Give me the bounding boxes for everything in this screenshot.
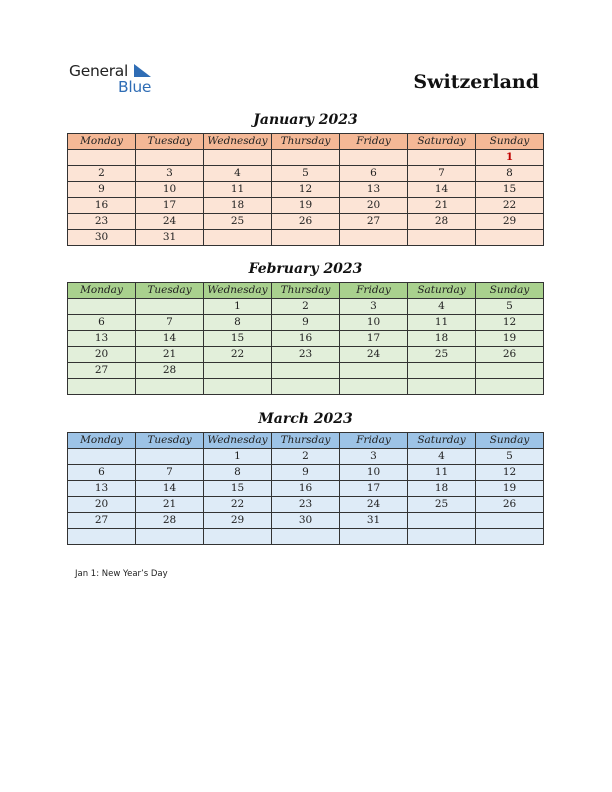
- day-cell: 6: [340, 166, 408, 182]
- day-cell: 27: [340, 214, 408, 230]
- day-cell: 21: [136, 347, 204, 363]
- weekday-header: Monday: [68, 283, 136, 299]
- weekday-header: Monday: [68, 134, 136, 150]
- day-cell: 29: [476, 214, 544, 230]
- day-cell: 10: [340, 315, 408, 331]
- day-cell: 21: [408, 198, 476, 214]
- empty-day-cell: [272, 529, 340, 545]
- day-cell: 6: [68, 315, 136, 331]
- empty-day-cell: [476, 230, 544, 246]
- empty-day-cell: [340, 363, 408, 379]
- day-cell: 23: [68, 214, 136, 230]
- weekday-header-row: [68, 134, 544, 150]
- empty-day-cell: [68, 529, 136, 545]
- empty-day-cell: [204, 363, 272, 379]
- week-row: [68, 198, 544, 214]
- day-cell: 20: [340, 198, 408, 214]
- empty-day-cell: [136, 449, 204, 465]
- day-cell: 10: [340, 465, 408, 481]
- day-cell: 14: [136, 331, 204, 347]
- day-cell: 8: [204, 315, 272, 331]
- empty-day-cell: [408, 150, 476, 166]
- month-title-january: January 2023: [253, 112, 358, 128]
- month-body: [68, 449, 544, 545]
- weekday-header: Sunday: [476, 433, 544, 449]
- day-cell: 11: [408, 315, 476, 331]
- day-cell: 26: [476, 497, 544, 513]
- day-cell: 17: [340, 331, 408, 347]
- day-cell: 3: [340, 299, 408, 315]
- week-row: [68, 449, 544, 465]
- empty-day-cell: [68, 150, 136, 166]
- empty-day-cell: [340, 230, 408, 246]
- day-cell: 27: [68, 513, 136, 529]
- day-cell: 15: [204, 481, 272, 497]
- day-cell: 24: [136, 214, 204, 230]
- week-row: [68, 230, 544, 246]
- week-row: [68, 315, 544, 331]
- day-cell: 28: [136, 363, 204, 379]
- day-cell: 7: [408, 166, 476, 182]
- empty-day-cell: [136, 150, 204, 166]
- day-cell: 14: [408, 182, 476, 198]
- logo-flag-icon: [132, 63, 152, 79]
- day-cell: 18: [408, 481, 476, 497]
- day-cell: 2: [68, 166, 136, 182]
- day-cell: 9: [68, 182, 136, 198]
- empty-day-cell: [476, 513, 544, 529]
- weekday-header: Friday: [340, 433, 408, 449]
- holiday-day-cell: 1: [476, 150, 544, 166]
- weekday-header-row: [68, 433, 544, 449]
- day-cell: 4: [408, 449, 476, 465]
- empty-day-cell: [204, 230, 272, 246]
- week-row: [68, 379, 544, 395]
- day-cell: 16: [68, 198, 136, 214]
- week-row: [68, 497, 544, 513]
- week-row: [68, 529, 544, 545]
- day-cell: 18: [408, 331, 476, 347]
- weekday-header-row: [68, 283, 544, 299]
- day-cell: 15: [204, 331, 272, 347]
- empty-day-cell: [68, 449, 136, 465]
- week-row: [68, 363, 544, 379]
- day-cell: 23: [272, 497, 340, 513]
- day-cell: 13: [68, 481, 136, 497]
- empty-day-cell: [340, 529, 408, 545]
- weekday-header: Sunday: [476, 134, 544, 150]
- calendar-january: [67, 133, 544, 246]
- day-cell: 13: [68, 331, 136, 347]
- weekday-header: Tuesday: [136, 283, 204, 299]
- day-cell: 17: [340, 481, 408, 497]
- empty-day-cell: [68, 379, 136, 395]
- day-cell: 25: [408, 347, 476, 363]
- day-cell: 20: [68, 347, 136, 363]
- day-cell: 21: [136, 497, 204, 513]
- day-cell: 6: [68, 465, 136, 481]
- day-cell: 22: [204, 347, 272, 363]
- day-cell: 13: [340, 182, 408, 198]
- day-cell: 26: [272, 214, 340, 230]
- calendar-february: [67, 282, 544, 395]
- empty-day-cell: [408, 529, 476, 545]
- logo-text-general: General: [69, 62, 128, 80]
- day-cell: 4: [408, 299, 476, 315]
- weekday-header: Tuesday: [136, 134, 204, 150]
- calendar-march: [67, 432, 544, 545]
- week-row: [68, 513, 544, 529]
- empty-day-cell: [136, 529, 204, 545]
- empty-day-cell: [68, 299, 136, 315]
- day-cell: 25: [204, 214, 272, 230]
- month-body: [68, 150, 544, 246]
- empty-day-cell: [272, 150, 340, 166]
- week-row: [68, 299, 544, 315]
- empty-day-cell: [340, 379, 408, 395]
- day-cell: 9: [272, 315, 340, 331]
- day-cell: 31: [340, 513, 408, 529]
- day-cell: 22: [204, 497, 272, 513]
- day-cell: 2: [272, 299, 340, 315]
- day-cell: 4: [204, 166, 272, 182]
- weekday-header: Saturday: [408, 283, 476, 299]
- day-cell: 31: [136, 230, 204, 246]
- empty-day-cell: [272, 230, 340, 246]
- day-cell: 1: [204, 299, 272, 315]
- day-cell: 10: [136, 182, 204, 198]
- logo: [69, 62, 169, 96]
- empty-day-cell: [340, 150, 408, 166]
- day-cell: 1: [204, 449, 272, 465]
- day-cell: 22: [476, 198, 544, 214]
- day-cell: 9: [272, 465, 340, 481]
- day-cell: 12: [476, 315, 544, 331]
- week-row: [68, 481, 544, 497]
- weekday-header: Wednesday: [204, 283, 272, 299]
- weekday-header: Tuesday: [136, 433, 204, 449]
- day-cell: 7: [136, 465, 204, 481]
- day-cell: 28: [136, 513, 204, 529]
- empty-day-cell: [476, 363, 544, 379]
- day-cell: 5: [476, 449, 544, 465]
- month-body: [68, 299, 544, 395]
- weekday-header: Wednesday: [204, 134, 272, 150]
- week-row: [68, 465, 544, 481]
- empty-day-cell: [204, 150, 272, 166]
- empty-day-cell: [204, 379, 272, 395]
- week-row: [68, 331, 544, 347]
- weekday-header: Thursday: [272, 134, 340, 150]
- weekday-header: Saturday: [408, 134, 476, 150]
- day-cell: 30: [68, 230, 136, 246]
- week-row: [68, 166, 544, 182]
- day-cell: 3: [136, 166, 204, 182]
- day-cell: 19: [476, 331, 544, 347]
- day-cell: 23: [272, 347, 340, 363]
- weekday-header: Thursday: [272, 283, 340, 299]
- week-row: [68, 347, 544, 363]
- day-cell: 20: [68, 497, 136, 513]
- empty-day-cell: [272, 379, 340, 395]
- day-cell: 18: [204, 198, 272, 214]
- week-row: [68, 214, 544, 230]
- empty-day-cell: [408, 379, 476, 395]
- week-row: [68, 150, 544, 166]
- logo-text-blue: Blue: [118, 78, 152, 96]
- day-cell: 12: [476, 465, 544, 481]
- weekday-header: Thursday: [272, 433, 340, 449]
- empty-day-cell: [136, 299, 204, 315]
- month-title-february: February 2023: [248, 261, 363, 277]
- week-row: [68, 182, 544, 198]
- holiday-notes: [75, 569, 168, 579]
- day-cell: 28: [408, 214, 476, 230]
- day-cell: 3: [340, 449, 408, 465]
- day-cell: 26: [476, 347, 544, 363]
- empty-day-cell: [408, 513, 476, 529]
- day-cell: 15: [476, 182, 544, 198]
- empty-day-cell: [408, 230, 476, 246]
- day-cell: 14: [136, 481, 204, 497]
- day-cell: 19: [272, 198, 340, 214]
- day-cell: 30: [272, 513, 340, 529]
- day-cell: 11: [408, 465, 476, 481]
- day-cell: 19: [476, 481, 544, 497]
- country-title: Switzerland: [413, 71, 539, 93]
- weekday-header: Wednesday: [204, 433, 272, 449]
- weekday-header: Monday: [68, 433, 136, 449]
- day-cell: 8: [476, 166, 544, 182]
- month-title-march: March 2023: [258, 411, 353, 427]
- day-cell: 24: [340, 347, 408, 363]
- weekday-header: Friday: [340, 283, 408, 299]
- weekday-header: Saturday: [408, 433, 476, 449]
- day-cell: 16: [272, 481, 340, 497]
- day-cell: 16: [272, 331, 340, 347]
- day-cell: 7: [136, 315, 204, 331]
- day-cell: 12: [272, 182, 340, 198]
- empty-day-cell: [476, 529, 544, 545]
- day-cell: 29: [204, 513, 272, 529]
- day-cell: 25: [408, 497, 476, 513]
- weekday-header: Friday: [340, 134, 408, 150]
- day-cell: 5: [476, 299, 544, 315]
- day-cell: 17: [136, 198, 204, 214]
- weekday-header: Sunday: [476, 283, 544, 299]
- empty-day-cell: [272, 363, 340, 379]
- empty-day-cell: [204, 529, 272, 545]
- day-cell: 8: [204, 465, 272, 481]
- day-cell: 27: [68, 363, 136, 379]
- day-cell: 24: [340, 497, 408, 513]
- holiday-note: Jan 1: New Year’s Day: [75, 569, 168, 579]
- day-cell: 5: [272, 166, 340, 182]
- day-cell: 11: [204, 182, 272, 198]
- empty-day-cell: [408, 363, 476, 379]
- day-cell: 2: [272, 449, 340, 465]
- empty-day-cell: [476, 379, 544, 395]
- empty-day-cell: [136, 379, 204, 395]
